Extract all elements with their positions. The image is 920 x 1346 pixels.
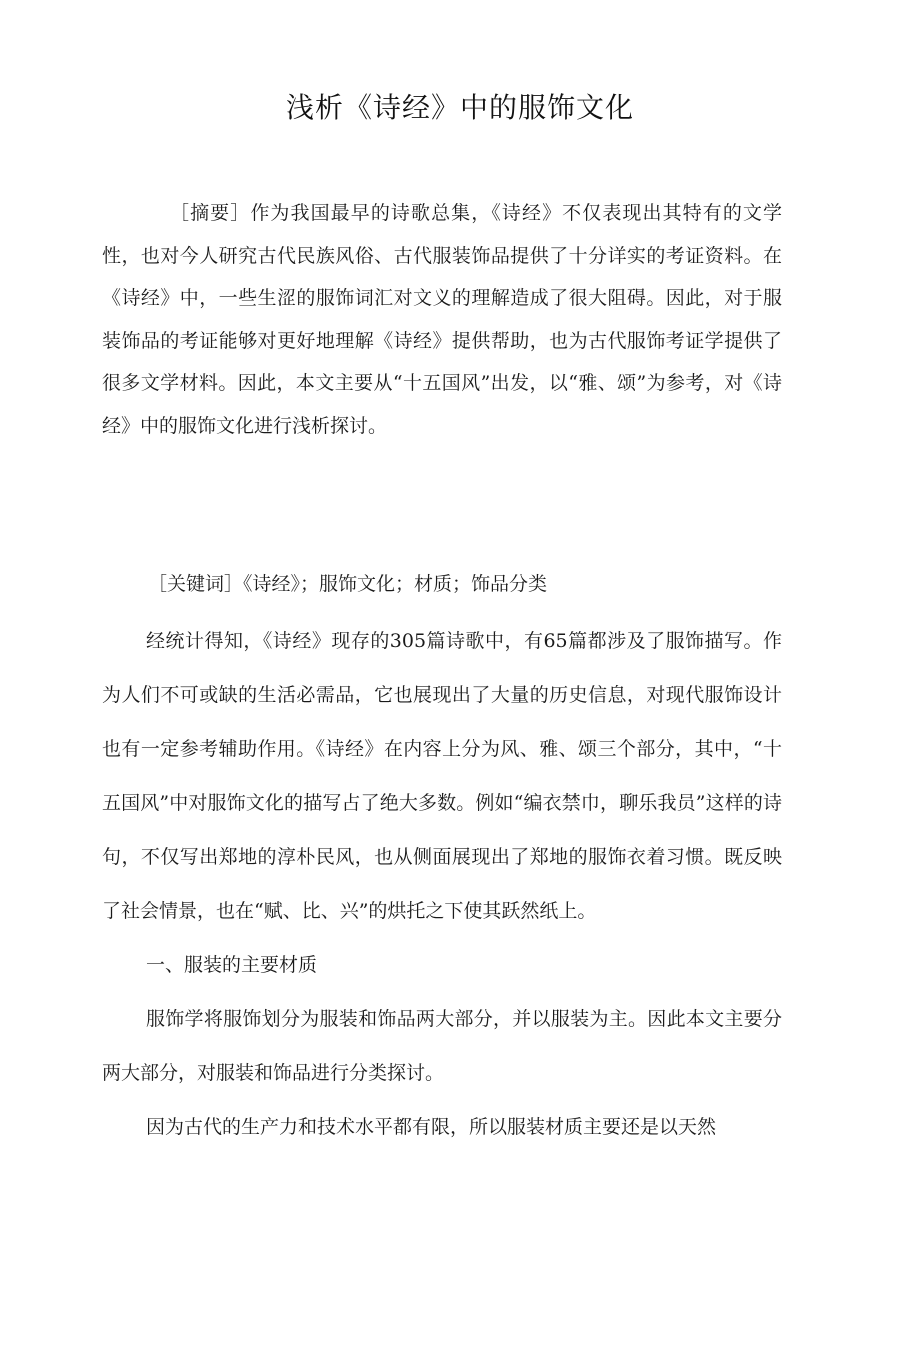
section-heading: 一、服装的主要材质 [146, 954, 318, 976]
body-text [102, 614, 782, 1154]
keywords-line: ［关键词］《诗经》；服饰文化；材质；饰品分类 [148, 573, 548, 595]
document-title: 浅析《诗经》中的服饰文化 [285, 91, 634, 124]
body-paragraph: 经统计得知，《诗经》现存的305篇诗歌中，有65篇都涉及了服饰描写。作为人们不可或缺的生活必需品，它也展现出了大量的历史信息，对现代服饰设计也有一定参考辅助作用。《诗经》在内容上分为风、雅、颂三个部分，其中，“十五国风”中对服饰文化的描写占了绝大多数。例如“编衣禁巾，聊乐我员”这样的诗句，不仅写出郑地的淳朴民风，也从侧面展现出了郑地的服饰衣着习惯。既反映了社会情景，也在“赋、比、兴”的烘托之下使其跃然纸上。 [102, 630, 782, 922]
body-paragraph: 因为古代的生产力和技术水平都有限，所以服装材质主要还是以天然 [146, 1116, 717, 1138]
body-paragraph: 服饰学将服饰划分为服装和饰品两大部分，并以服装为主。因此本文主要分两大部分，对服装和饰品进行分类探讨。 [102, 1008, 782, 1084]
abstract-paragraph: ［摘要］作为我国最早的诗歌总集，《诗经》不仅表现出其特有的文学性，也对今人研究古代民族风俗、古代服装饰品提供了十分详实的考证资料。在《诗经》中，一些生涩的服饰词汇对文义的理解造成了很大阻碍。因此，对于服装饰品的考证能够对更好地理解《诗经》提供帮助，也为古代服饰考证学提供了很多文学材料。因此，本文主要从“十五国风”出发，以“雅、颂”为参考，对《诗经》中的服饰文化进行浅析探讨。 [102, 202, 782, 437]
